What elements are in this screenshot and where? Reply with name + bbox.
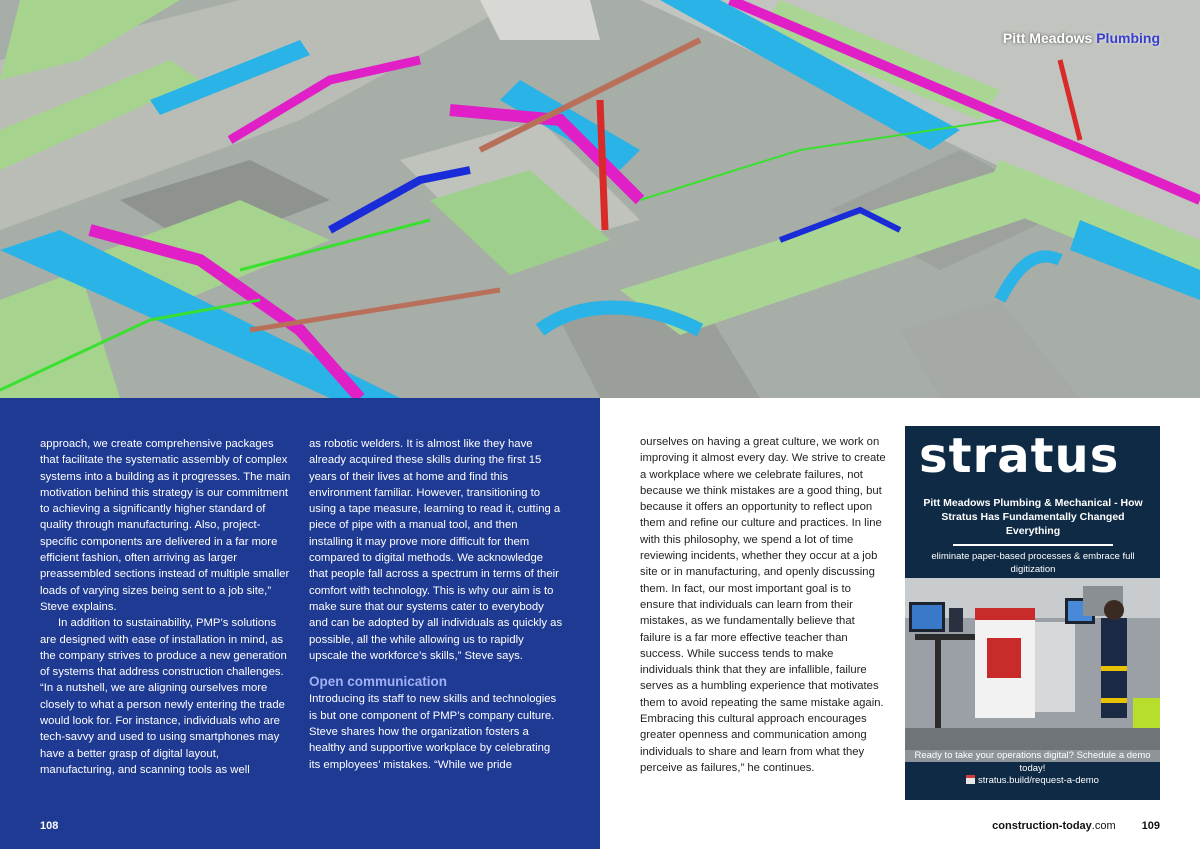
paragraph: approach, we create comprehensive packages that facilitate the systematic assembly of complex systems into a building as it progresses. The main motivation behind this strategy is our commitment to achieving a significantly higher standard of quality through manufacturing. Also, project-specific components are delivered in a far more efficient fashion, often arriving as larger preassembled sections instead of multiple smaller loads of varying sizes being sent to a job site,” Steve explains. [40, 438, 291, 613]
page-number-left: 108 [40, 820, 59, 832]
section-subhead: Open communication [309, 674, 448, 690]
page-number-right: 109 [1141, 820, 1160, 832]
ad-link-text: stratus.build/request-a-demo [978, 775, 1099, 786]
paragraph: In addition to sustainability, PMP’s solutions are designed with ease of installation in mind, as the company strives to produce a new generation of systems that address construction challenges. “In a nutshell, we are aligning ourselves more closely to what a person newly entering the trade would look for. For instance, individuals who are tech-savvy and used to using smartphones may have a better grasp of digital layout, manufacturing, and scanning tools as well [40, 617, 287, 776]
paragraph: ourselves on having a great culture, we work on improving it almost every day. We strive to create a workplace where we celebrate failures, not because we think mistakes are a good thing, but because it offers an opportunity to reflect upon them and refine our culture and practices. In line with this philosophy, we spend a lot of time reviewing incidents, whether they occur at a job site or in manufacturing, and openly discussing them. In fact, our most important goal is to ensure that individuals can learn from their mistakes, as we fundamentally believe that failure is a far more effective teacher than success. While success tends to make individuals think that they are infallible, failure serves as a humbling experience that motivates them to avoid repeating the same mistake again. Embracing this cultural approach encourages greater openness and communication among individuals to share and learn from what they perceive as failures,” he continues. [640, 436, 886, 774]
site-suffix: .com [1091, 820, 1116, 832]
paragraph: as robotic welders. It is almost like they have already acquired these skills during the first 15 years of their lives at home and find this environment familiar. However, transitioning to using a tape measure, learning to read it, cutting a piece of pipe with a manual tool, and then installing it may prove more difficult for them compared to digital methods. We acknowledge that people fall across a spectrum in terms of their comfort with technology. This is why our aim is to make sure that our systems cater to everybody and can be adopted by all individuals as quickly as possible, all the while allowing us to rapidly upscale the workforce’s skills,” Steve says. [309, 438, 563, 662]
ad-title: Pitt Meadows Plumbing & Mechanical - How Stratus Has Fundamentally Changed Everything [923, 497, 1143, 537]
article-column-3 [640, 434, 888, 776]
ad-photo [905, 578, 1160, 762]
bim-model-image [0, 0, 1200, 398]
paragraph: Introducing its staff to new skills and technologies is but one component of PMP’s company culture. Steve shares how the organization fosters a healthy and supportive workplace by celebrating its employees’ mistakes. “While we pride [309, 693, 557, 771]
calendar-icon [966, 775, 975, 784]
article-column-1 [40, 436, 294, 778]
brand-primary: Pitt Meadows [1002, 30, 1093, 46]
ad-demo-link[interactable] [909, 775, 1156, 786]
footer-right [992, 820, 1160, 832]
site-name: construction-today [992, 820, 1092, 832]
factory-photo-illustration [905, 578, 1160, 750]
publication-brand [1003, 30, 1160, 46]
ad-call-to-action: Ready to take your operations digital? Schedule a demo today! [914, 750, 1151, 774]
ad-tagline: eliminate paper-based processes & embrace full digitization [931, 551, 1135, 575]
stratus-logo: stratus [919, 428, 1120, 484]
stratus-advertisement[interactable] [905, 426, 1160, 800]
brand-accent: Plumbing [1096, 30, 1160, 46]
article-column-2 [309, 436, 563, 773]
ad-divider [953, 544, 1113, 546]
bim-model-illustration [0, 0, 1200, 398]
